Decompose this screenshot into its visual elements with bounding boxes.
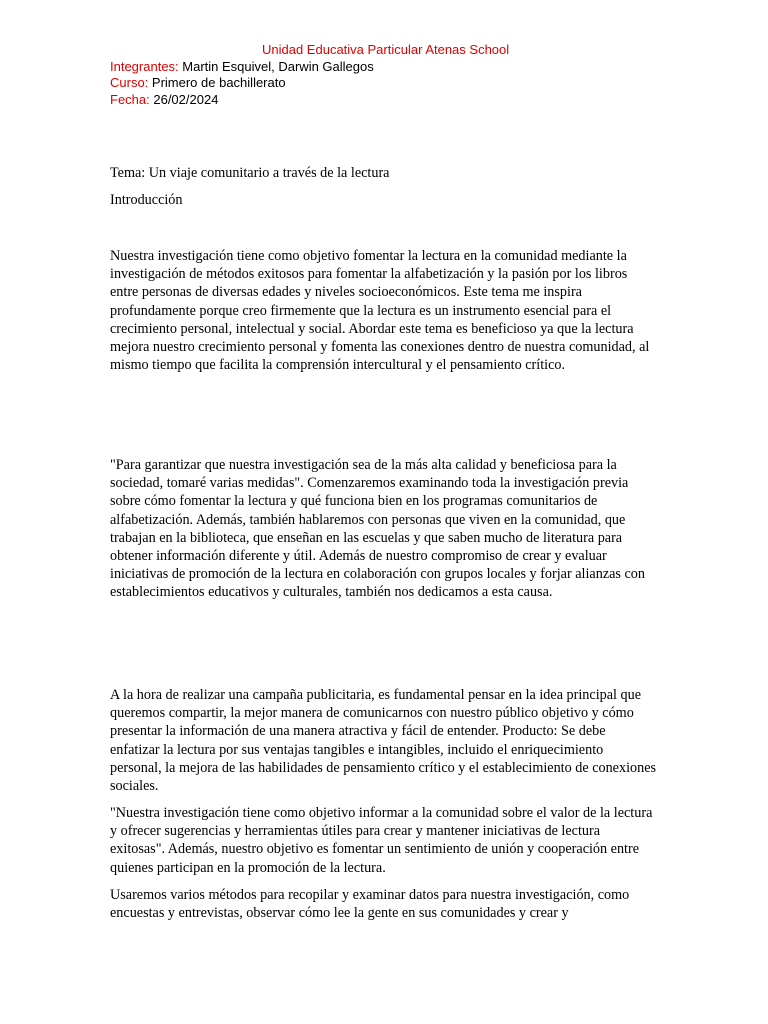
course-line <box>110 75 670 92</box>
members-line <box>110 59 670 76</box>
paragraph: "Para garantizar que nuestra investigación sea de la más alta calidad y beneficiosa para la sociedad, tomaré varias medidas". Comenzaremos examinando toda la investigación previa sobre cómo fomentar la lectura y qué funciona bien en los programas comunitarios de alfabetización. Además, también hablaremos con personas que viven en la comunidad, que trabajan en la biblioteca, que enseñan en las escuelas y que saben mucho de literatura para obtener información diferente y útil. Además de nuestro compromiso de crear y evaluar iniciativas de promoción de la lectura en colaboración con grupos locales y forjar alianzas con establecimientos educativos y culturales, también nos dedicamos a esta causa. <box>110 457 645 601</box>
course-value: Primero de bachillerato <box>148 75 286 90</box>
intro-heading: Introducción <box>110 192 183 208</box>
paragraph: Usaremos varios métodos para recopilar y examinar datos para nuestra investigación, como encuestas y entrevistas, observar cómo lee la gente en sus comunidades y crear y <box>110 887 630 922</box>
date-label: Fecha: <box>110 91 150 107</box>
topic-heading: Tema: Un viaje comunitario a través de la lectura <box>110 165 390 181</box>
date-line <box>110 92 670 109</box>
paragraph: Nuestra investigación tiene como objetivo fomentar la lectura en la comunidad mediante la investigación de métodos exitosos para fomentar la alfabetización y la pasión por los libros entre personas de diversas edades y niveles socioeconómicos. Este tema me inspira profundamente porque creo firmemente que la lectura es un instrumento esencial para el crecimiento personal, intelectual y social. Abordar este tema es beneficioso ya que la lectura mejora nuestro crecimiento personal y fomenta las conexiones dentro de nuestra comunidad, al mismo tiempo que facilita la comprensión intercultural y el pensamiento crítico. <box>110 248 650 374</box>
school-name: Unidad Educativa Particular Atenas School <box>262 42 510 57</box>
course-label: Curso: <box>110 75 149 90</box>
paragraph: A la hora de realizar una campaña publicitaria, es fundamental pensar en la idea principal que queremos compartir, la mejor manera de comunicarnos con nuestro público objetivo y cómo presentar la información de una manera atractiva y fácil de entender. Producto: Se debe enfatizar la lectura por sus ventajas tangibles e intangibles, incluido el enriquecimiento personal, la mejora de las habilidades de pensamiento crítico y el establecimiento de conexiones sociales. <box>110 687 657 795</box>
date-value: 26/02/2024 <box>149 91 219 107</box>
members-label: Integrantes: <box>110 58 179 74</box>
paragraph: "Nuestra investigación tiene como objetivo informar a la comunidad sobre el valor de la lectura y ofrecer sugerencias y herramientas útiles para crear y mantener iniciativas de lectura exitosas". Además, nuestro objetivo es fomentar un sentimiento de unión y cooperación entre quienes participan en la promoción de la lectura. <box>110 805 653 876</box>
document-header <box>110 42 670 108</box>
members-value: Martin Esquivel, Darwin Gallegos <box>178 58 374 74</box>
